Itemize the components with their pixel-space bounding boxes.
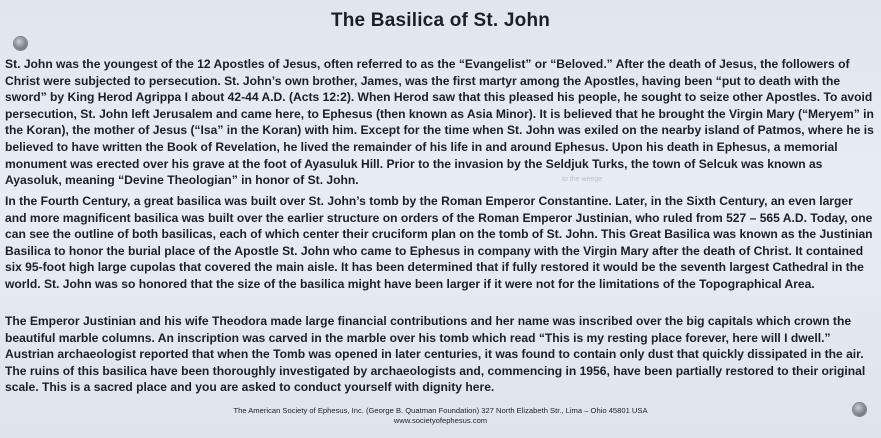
sign-title: The Basilica of St. John	[330, 10, 551, 31]
screw-icon	[853, 403, 866, 416]
footer-website: www.societyofephesus.com	[393, 416, 488, 425]
paragraph-history: St. John was the youngest of the 12 Apostles of Jesus, often referred to as the “Evangelist” or “Beloved.” After the death of Jesus, the followers of Christ were subjected to persecution. St. John’s own brother, James, was the first martyr among the Apostles, having been “put to death with the sword” by King Herod Agrippa I about 42-44 A.D. (Acts 12:2). When Herod saw that this pleased his people, he sought to seize other Apostles. To avoid persecution, St. John left Jerusalem and came here, to Ephesus (then known as Asia Minor). It is believed that he brought the Virgin Mary (“Meryem” in the Koran), the mother of Jesus (“Isa” in the Koran) with him. Except for the time when St. John was exiled on the nearby island of Patmos, where he is believed to have written the Book of Revelation, he lived the remainder of his life in and around Ephesus. Upon his death in Ephesus, a memorial monument was erected over his grave at the foot of Ayasuluk Hill. Prior to the invasion by the Seldjuk Turks, the town of Selcuk was known as Ayasoluk, meaning “Devine Theologian” in honor of St. John.	[5, 57, 874, 188]
paragraph-inscription: The Emperor Justinian and his wife Theodora made large financial contributions and her name was inscribed over the big capitals which crown the beautiful marble columns. An inscription was carved in the marble over his tomb which read “This is my resting place forever, here will I dwell.” Austrian archaeologist reported that when the Tomb was opened in later centuries, it was found to contain only dust that quickly dissipated in the air. The ruins of this basilica have been thoroughly investigated by archaeologists and, commencing in 1956, have been partially restored to their original scale. This is a sacred place and you are asked to conduct yourself with dignity here.	[5, 314, 866, 395]
screw-icon	[14, 37, 27, 50]
paragraph-basilica: In the Fourth Century, a great basilica was built over St. John’s tomb by the Roman Emperor Constantine. Later, in the Sixth Century, an even larger and more magnificent basilica was built over the earlier structure on orders of the Roman Emperor Justinian, who ruled from 527 – 565 A.D. Today, one can see the outline of both basilicas, each of which center their cruciform plan on the tomb of St. John. This Great Basilica was known as the Justinian Basilica to honor the burial place of the Apostle St. John who came to Ephesus in company with the Virgin Mary after the death of Christ. It contained six 95-foot high large cupolas that covered the main aisle. It has been determined that if fully restored it would be the seventh largest Cathedral in the world. St. John was so honored that the size of the basilica might have been larger if it were not for the limitations of the Topographical Area.	[5, 194, 873, 291]
footer-organization: The American Society of Ephesus, Inc. (George B. Quatman Foundation) 327 North Elizabeth Str., Lima – Ohio 45801 USA	[233, 406, 648, 415]
faint-handwritten-note: to the weege	[562, 176, 603, 183]
sign-footer	[0, 406, 881, 426]
